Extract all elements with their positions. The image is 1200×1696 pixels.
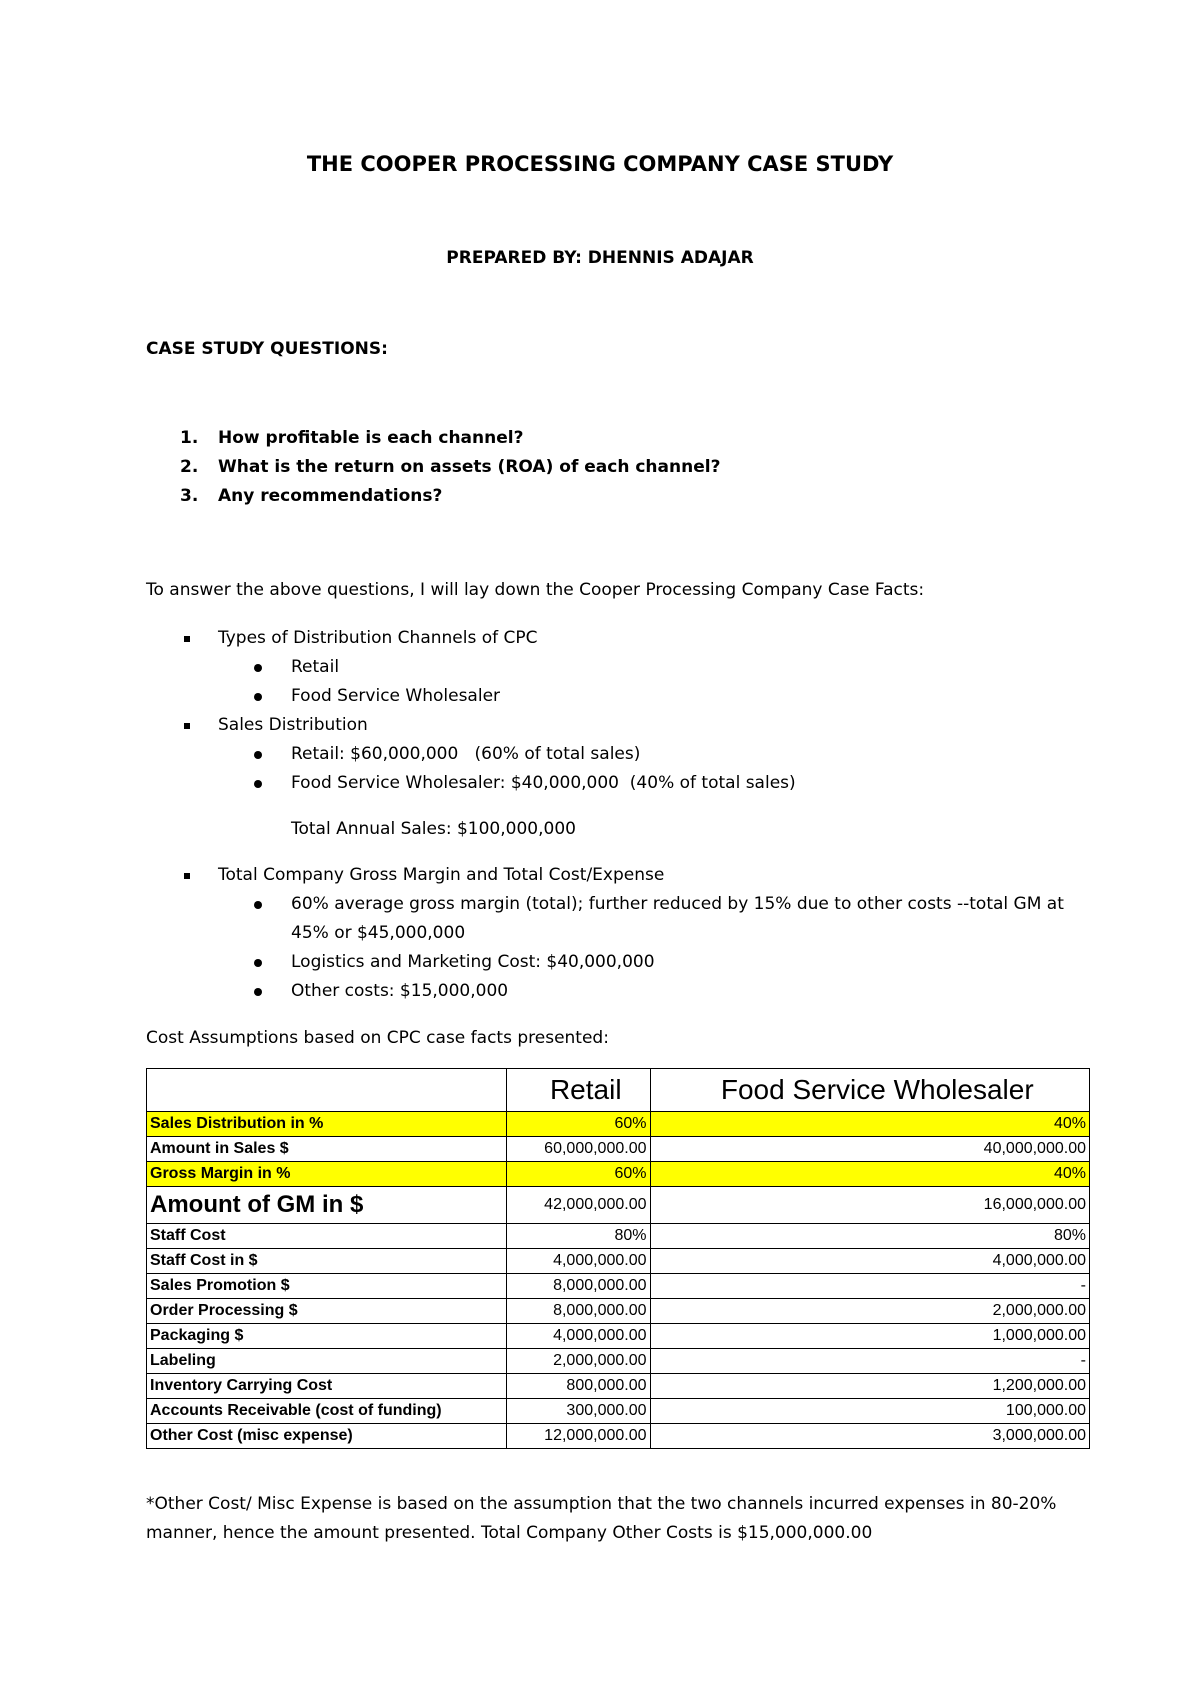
question-text: How profitable is each channel? bbox=[218, 428, 524, 448]
bullet-text: Types of Distribution Channels of CPC bbox=[218, 628, 538, 648]
bullet-text: Other costs: $15,000,000 bbox=[291, 981, 509, 1001]
row-label-cell: Packaging $ bbox=[147, 1324, 507, 1349]
row-label-cell: Inventory Carrying Cost bbox=[147, 1374, 507, 1399]
wholesale-value-cell: 40,000,000.00 bbox=[650, 1137, 1090, 1162]
round-bullet-icon bbox=[254, 751, 262, 759]
retail-value-cell: 300,000.00 bbox=[507, 1399, 651, 1424]
question-text: Any recommendations? bbox=[218, 486, 443, 506]
table-row bbox=[147, 1224, 1090, 1249]
retail-value-cell: 60% bbox=[507, 1112, 651, 1137]
intro-paragraph: To answer the above questions, I will lay down the Cooper Processing Company Case Facts: bbox=[146, 580, 925, 600]
wholesale-value-cell: 1,000,000.00 bbox=[650, 1324, 1090, 1349]
table-row bbox=[147, 1162, 1090, 1187]
case-facts bbox=[146, 624, 1086, 1006]
wholesale-value-cell: 3,000,000.00 bbox=[650, 1424, 1090, 1449]
cost-assumptions-table bbox=[146, 1068, 1090, 1449]
table-row bbox=[147, 1324, 1090, 1349]
sub-bullet-item bbox=[146, 653, 1086, 682]
wholesale-value-cell: - bbox=[650, 1349, 1090, 1374]
row-label-cell: Staff Cost bbox=[147, 1224, 507, 1249]
round-bullet-icon bbox=[254, 693, 262, 701]
row-label-cell: Sales Distribution in % bbox=[147, 1112, 507, 1137]
retail-value-cell: 8,000,000.00 bbox=[507, 1299, 651, 1324]
retail-value-cell: 12,000,000.00 bbox=[507, 1424, 651, 1449]
round-bullet-icon bbox=[254, 664, 262, 672]
table-row bbox=[147, 1424, 1090, 1449]
table-row bbox=[147, 1349, 1090, 1374]
table-row bbox=[147, 1137, 1090, 1162]
round-bullet-icon bbox=[254, 988, 262, 996]
bullet-item bbox=[146, 711, 1086, 740]
bullet-item bbox=[146, 624, 1086, 653]
square-bullet-icon bbox=[184, 723, 190, 729]
retail-value-cell: 60,000,000.00 bbox=[507, 1137, 651, 1162]
row-label-cell: Order Processing $ bbox=[147, 1299, 507, 1324]
question-number: 3. bbox=[180, 486, 199, 506]
round-bullet-icon bbox=[254, 959, 262, 967]
row-label-cell: Sales Promotion $ bbox=[147, 1274, 507, 1299]
round-bullet-icon bbox=[254, 780, 262, 788]
bullet-text: Retail: $60,000,000 (60% of total sales) bbox=[291, 744, 641, 764]
retail-value-cell: 2,000,000.00 bbox=[507, 1349, 651, 1374]
table-row bbox=[147, 1299, 1090, 1324]
row-label-cell: Accounts Receivable (cost of funding) bbox=[147, 1399, 507, 1424]
wholesale-value-cell: 16,000,000.00 bbox=[650, 1187, 1090, 1224]
row-label-cell: Other Cost (misc expense) bbox=[147, 1424, 507, 1449]
table-header-row bbox=[147, 1069, 1090, 1112]
retail-value-cell: 42,000,000.00 bbox=[507, 1187, 651, 1224]
assumptions-heading: Cost Assumptions based on CPC case facts presented: bbox=[146, 1028, 609, 1048]
question-item bbox=[180, 457, 720, 486]
table-row bbox=[147, 1112, 1090, 1137]
sub-bullet-item bbox=[146, 769, 1086, 798]
bullet-text: Food Service Wholesaler: $40,000,000 (40% of total sales) bbox=[291, 773, 796, 793]
wholesale-value-cell: - bbox=[650, 1274, 1090, 1299]
sub-bullet-item bbox=[146, 890, 1086, 948]
wholesale-value-cell: 100,000.00 bbox=[650, 1399, 1090, 1424]
square-bullet-icon bbox=[184, 873, 190, 879]
question-number: 2. bbox=[180, 457, 199, 477]
retail-value-cell: 800,000.00 bbox=[507, 1374, 651, 1399]
bullet-text: Sales Distribution bbox=[218, 715, 368, 735]
total-sales: Total Annual Sales: $100,000,000 bbox=[291, 819, 576, 839]
sub-bullet-item bbox=[146, 977, 1086, 1006]
round-bullet-icon bbox=[254, 901, 262, 909]
table-header-cell: Retail bbox=[507, 1069, 651, 1112]
table-header-cell: Food Service Wholesaler bbox=[650, 1069, 1090, 1112]
wholesale-value-cell: 40% bbox=[650, 1162, 1090, 1187]
retail-value-cell: 60% bbox=[507, 1162, 651, 1187]
wholesale-value-cell: 40% bbox=[650, 1112, 1090, 1137]
row-label-cell: Gross Margin in % bbox=[147, 1162, 507, 1187]
bullet-text: 60% average gross margin (total); further reduced by 15% due to other costs --total GM at 45% or $45,000,000 bbox=[291, 894, 1064, 943]
table-row bbox=[147, 1274, 1090, 1299]
retail-value-cell: 8,000,000.00 bbox=[507, 1274, 651, 1299]
questions-heading: CASE STUDY QUESTIONS: bbox=[146, 339, 388, 359]
document-title: THE COOPER PROCESSING COMPANY CASE STUDY bbox=[306, 152, 894, 176]
sub-bullet-item bbox=[146, 740, 1086, 769]
bullet-text: Total Company Gross Margin and Total Cost/Expense bbox=[218, 865, 665, 885]
table-row bbox=[147, 1187, 1090, 1224]
retail-value-cell: 4,000,000.00 bbox=[507, 1249, 651, 1274]
row-label-cell: Amount of GM in $ bbox=[147, 1187, 507, 1224]
bullet-text: Logistics and Marketing Cost: $40,000,000 bbox=[291, 952, 655, 972]
question-number: 1. bbox=[180, 428, 199, 448]
table-row bbox=[147, 1374, 1090, 1399]
table-header-cell bbox=[147, 1069, 507, 1112]
bullet-text: Retail bbox=[291, 657, 340, 677]
wholesale-value-cell: 1,200,000.00 bbox=[650, 1374, 1090, 1399]
question-item bbox=[180, 486, 720, 515]
sub-bullet-item bbox=[146, 682, 1086, 711]
bullet-text: Food Service Wholesaler bbox=[291, 686, 501, 706]
wholesale-value-cell: 80% bbox=[650, 1224, 1090, 1249]
questions-list bbox=[180, 428, 720, 515]
retail-value-cell: 80% bbox=[507, 1224, 651, 1249]
prepared-by: PREPARED BY: DHENNIS ADAJAR bbox=[446, 248, 754, 268]
wholesale-value-cell: 2,000,000.00 bbox=[650, 1299, 1090, 1324]
square-bullet-icon bbox=[184, 636, 190, 642]
row-label-cell: Amount in Sales $ bbox=[147, 1137, 507, 1162]
wholesale-value-cell: 4,000,000.00 bbox=[650, 1249, 1090, 1274]
row-label-cell: Staff Cost in $ bbox=[147, 1249, 507, 1274]
footnote: *Other Cost/ Misc Expense is based on the assumption that the two channels incurred expenses in 80-20% manner, hence the amount presented. Total Company Other Costs is $15,000,000.00 bbox=[146, 1494, 1057, 1543]
bullet-item bbox=[146, 861, 1086, 890]
question-item bbox=[180, 428, 720, 457]
table-row bbox=[147, 1399, 1090, 1424]
question-text: What is the return on assets (ROA) of each channel? bbox=[218, 457, 721, 477]
sub-bullet-item bbox=[146, 948, 1086, 977]
table-row bbox=[147, 1249, 1090, 1274]
retail-value-cell: 4,000,000.00 bbox=[507, 1324, 651, 1349]
row-label-cell: Labeling bbox=[147, 1349, 507, 1374]
